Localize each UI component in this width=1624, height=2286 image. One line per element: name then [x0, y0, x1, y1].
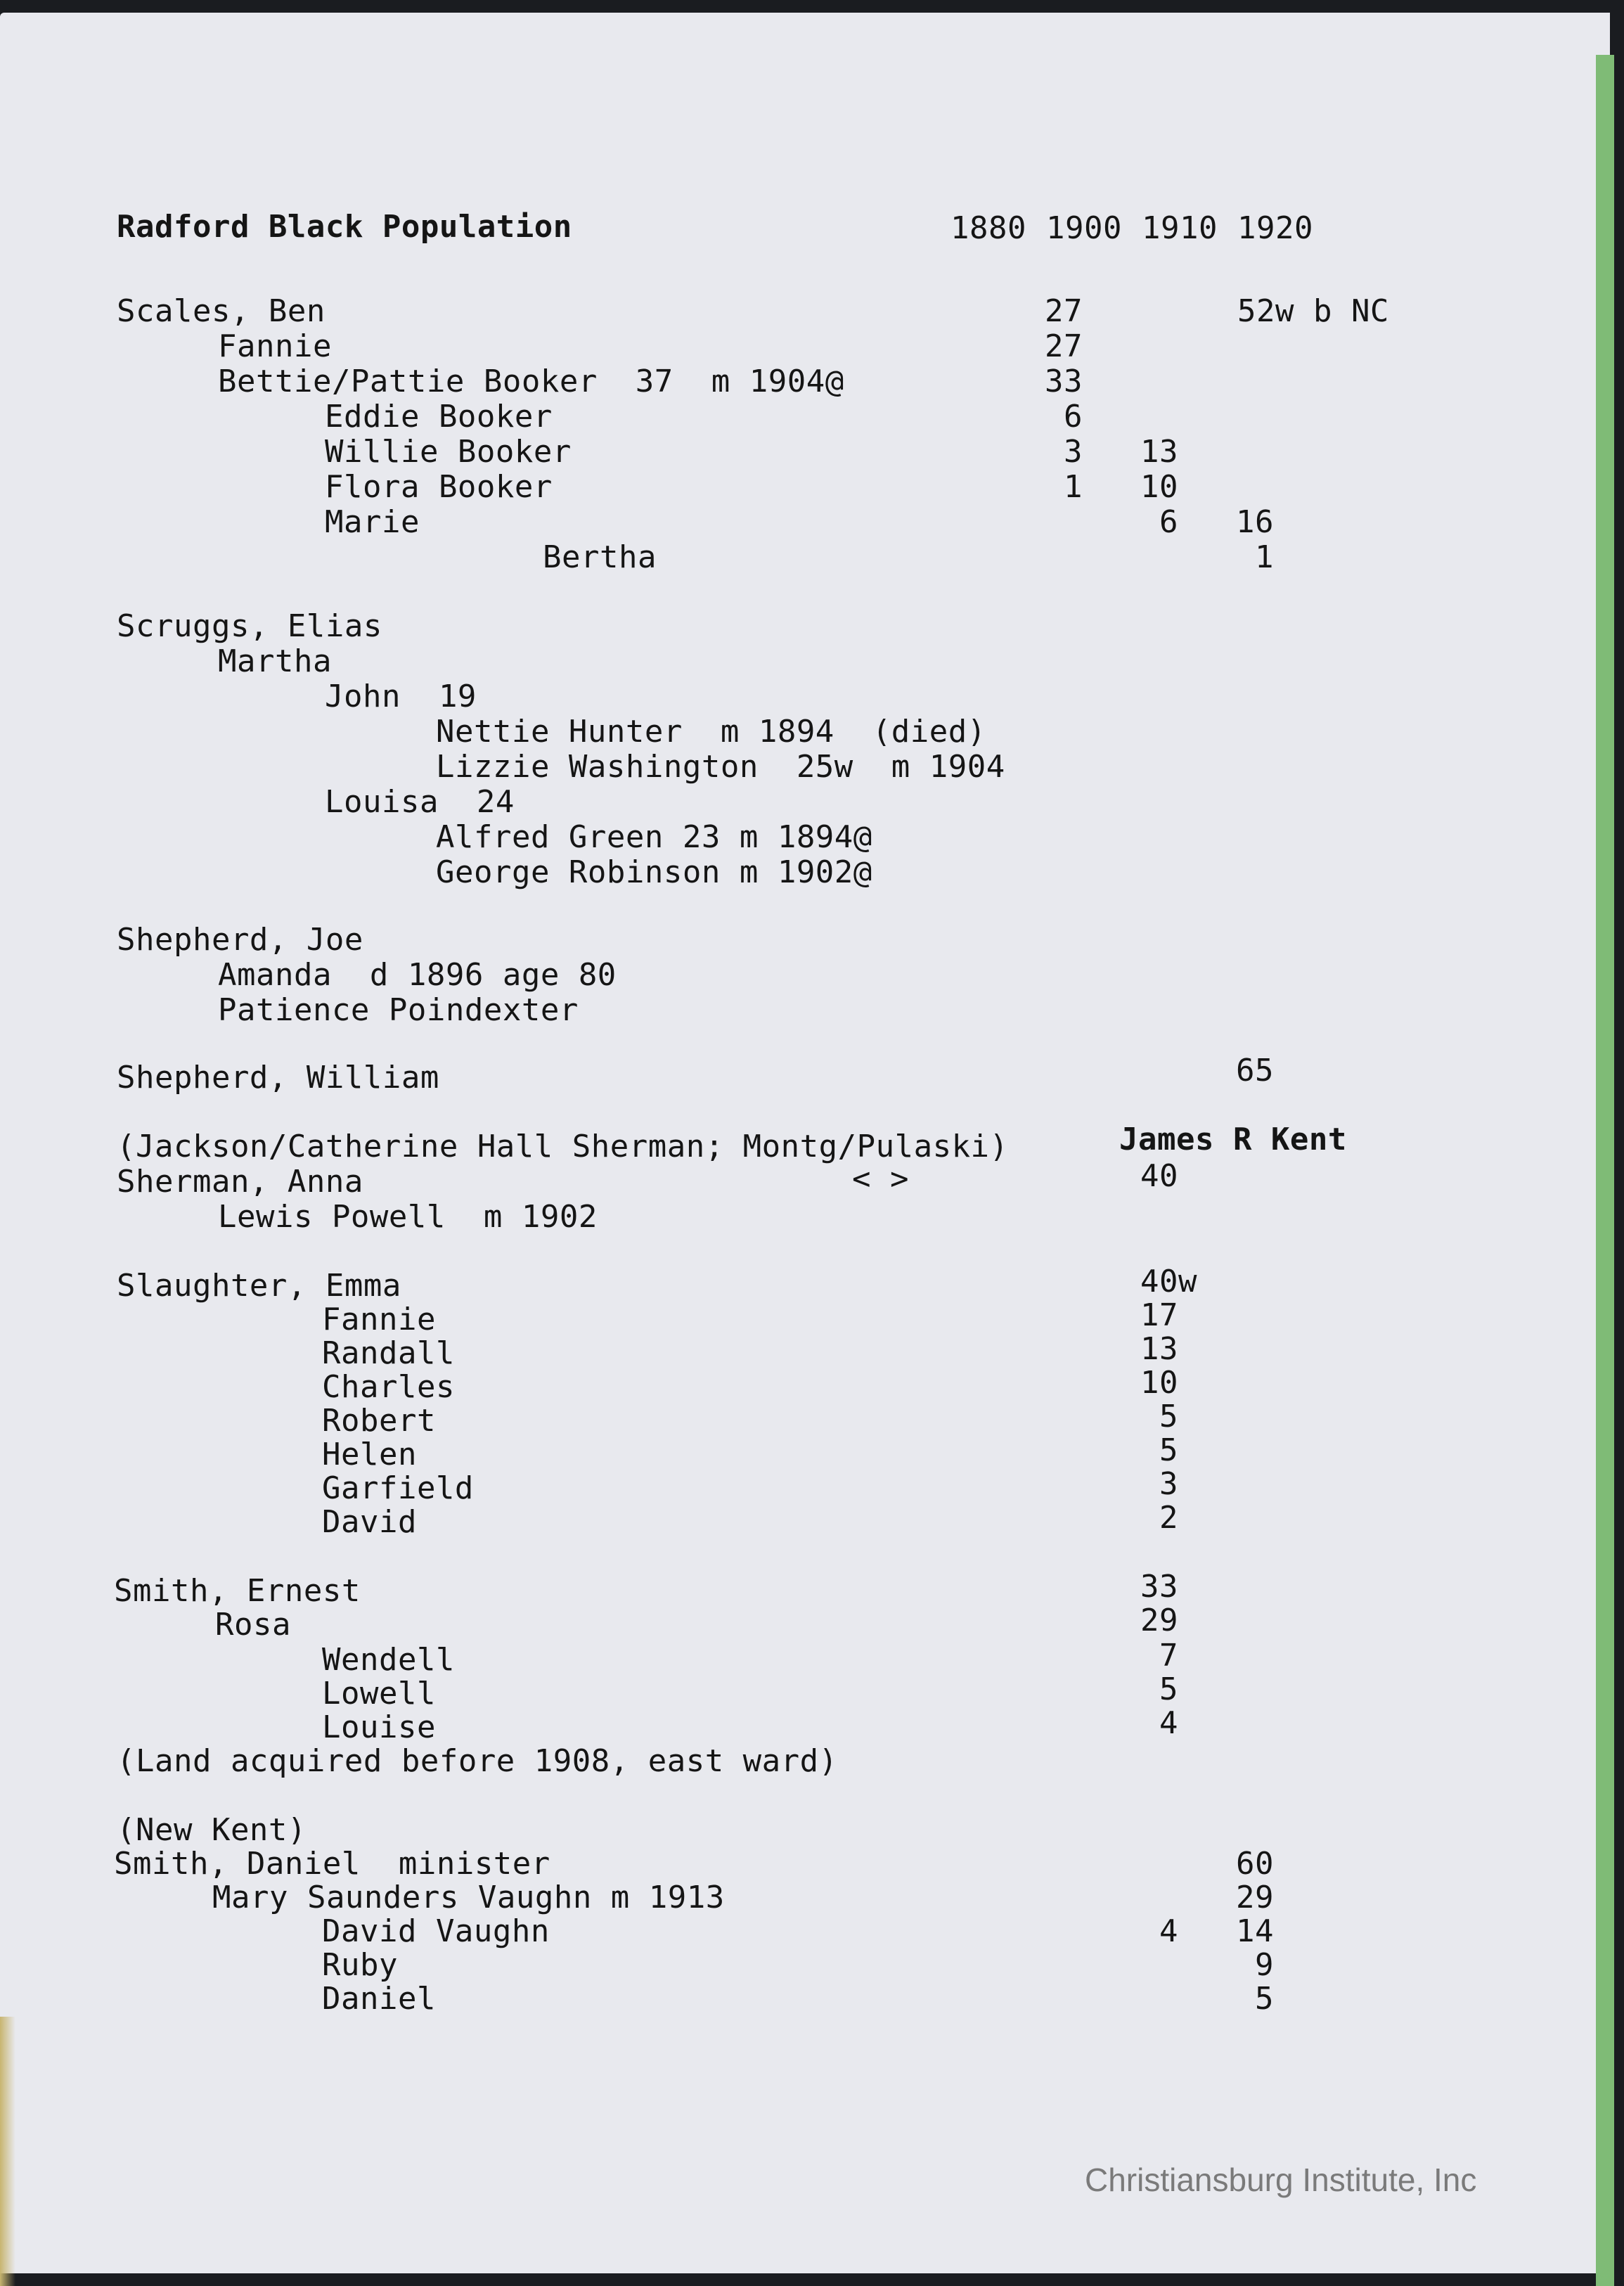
count-1910: 10 — [1140, 1365, 1178, 1401]
count-1910: 3 — [1159, 1466, 1178, 1502]
entry-name: Sherman, Anna — [117, 1164, 363, 1200]
entry-name: Slaughter, Emma — [117, 1268, 401, 1304]
entry-name: Louise — [322, 1709, 436, 1745]
entry-note: (New Kent) — [117, 1812, 307, 1848]
entry-name: Scales, Ben — [117, 293, 326, 329]
entry-name: Daniel — [322, 1981, 436, 2017]
year-header-1900: 1900 — [1046, 210, 1122, 246]
entry-name: Amanda d 1896 age 80 — [218, 957, 617, 993]
count-1910: 33 — [1140, 1569, 1178, 1605]
entry-name: Lizzie Washington 25w m 1904 — [436, 749, 1005, 785]
count-1900: 27 — [1045, 328, 1083, 364]
count-1920: 29 — [1236, 1880, 1274, 1915]
entry-name: Flora Booker — [325, 469, 553, 505]
entry-name: John 19 — [325, 679, 477, 714]
entry-name: Martha — [218, 643, 332, 679]
entry-name: David Vaughn — [322, 1913, 550, 1949]
count-1920: 60 — [1236, 1846, 1274, 1882]
count-1900: 3 — [1064, 434, 1083, 470]
count-1920: 65 — [1236, 1053, 1274, 1089]
count-1910: 17 — [1140, 1297, 1178, 1333]
count-1910: 6 — [1159, 504, 1178, 540]
entry-name: Smith, Daniel minister — [114, 1846, 550, 1882]
land-note: (Land acquired before 1908, east ward) — [117, 1743, 838, 1779]
entry-name: Fannie — [322, 1302, 436, 1337]
entry-name: Charles — [322, 1369, 455, 1405]
count-1900: 33 — [1045, 364, 1083, 399]
census-source: James R Kent — [1119, 1122, 1347, 1157]
year-header-1880: 1880 — [950, 210, 1026, 246]
count-1910: 5 — [1159, 1399, 1178, 1434]
entry-name: Shepherd, Joe — [117, 922, 363, 958]
entry-name: Wendell — [322, 1642, 455, 1678]
entry-name: Garfield — [322, 1470, 474, 1506]
entry-name: George Robinson m 1902@ — [436, 854, 872, 890]
entry-name: Patience Poindexter — [218, 992, 579, 1028]
count-1920: 5 — [1255, 1981, 1274, 2017]
year-header-1910: 1910 — [1142, 210, 1218, 246]
watermark: Christiansburg Institute, Inc — [1085, 2162, 1477, 2198]
entry-name: Fannie — [218, 328, 332, 364]
count-1910: 10 — [1140, 469, 1178, 505]
entry-name: Rosa — [215, 1607, 291, 1643]
entry-name: David — [322, 1504, 417, 1540]
count-1900: 6 — [1064, 399, 1083, 435]
count-1920: 1 — [1255, 539, 1274, 575]
count-1910: 13 — [1140, 434, 1178, 470]
entry-name: Marie — [325, 504, 420, 540]
entry-name: Mary Saunders Vaughn m 1913 — [212, 1880, 725, 1915]
entry-name: Randall — [322, 1335, 455, 1371]
count-1910: 4 — [1159, 1705, 1178, 1741]
entry-name: Willie Booker — [325, 434, 572, 470]
yellow-stain — [0, 2017, 15, 2286]
entry-name: Shepherd, William — [117, 1060, 439, 1096]
count-1910: 7 — [1159, 1638, 1178, 1674]
count-1910: 40w — [1140, 1264, 1197, 1299]
entry-name: Helen — [322, 1437, 417, 1472]
count-1910: 40 — [1140, 1158, 1178, 1194]
count-1910: 13 — [1140, 1331, 1178, 1367]
count-1920: 16 — [1236, 504, 1274, 540]
entry-name: Nettie Hunter m 1894 (died) — [436, 714, 986, 750]
entry-name: Lowell — [322, 1676, 436, 1712]
count-1920: 14 — [1236, 1913, 1274, 1949]
count-1920: 9 — [1255, 1947, 1274, 1983]
count-1910: 5 — [1159, 1432, 1178, 1468]
entry-name: Smith, Ernest — [114, 1573, 361, 1609]
count-1900: 27 — [1045, 293, 1083, 329]
entry-name: Eddie Booker — [325, 399, 553, 435]
entry-name: Lewis Powell m 1902 — [218, 1199, 598, 1235]
document-page — [0, 13, 1610, 2273]
entry-name: Bettie/Pattie Booker 37 m 1904@ — [218, 364, 844, 399]
count-1910: 29 — [1140, 1603, 1178, 1638]
source-note: (Jackson/Catherine Hall Sherman; Montg/Pulaski) — [117, 1129, 1009, 1164]
entry-name: Robert — [322, 1403, 436, 1439]
count-1920: 52w b NC — [1237, 293, 1389, 329]
bracket-mark: < > — [852, 1161, 909, 1197]
count-1910: 2 — [1159, 1500, 1178, 1536]
count-1900: 1 — [1064, 469, 1083, 505]
entry-name: Scruggs, Elias — [117, 608, 382, 644]
green-page-edge — [1596, 55, 1614, 2286]
year-header-1920: 1920 — [1237, 210, 1313, 246]
entry-name: Ruby — [322, 1947, 398, 1983]
entry-name: Louisa 24 — [325, 784, 515, 820]
document-title: Radford Black Population — [117, 209, 572, 245]
entry-name: Alfred Green 23 m 1894@ — [436, 819, 872, 855]
entry-name: Bertha — [543, 539, 657, 575]
count-1910: 4 — [1159, 1913, 1178, 1949]
count-1910: 5 — [1159, 1671, 1178, 1707]
